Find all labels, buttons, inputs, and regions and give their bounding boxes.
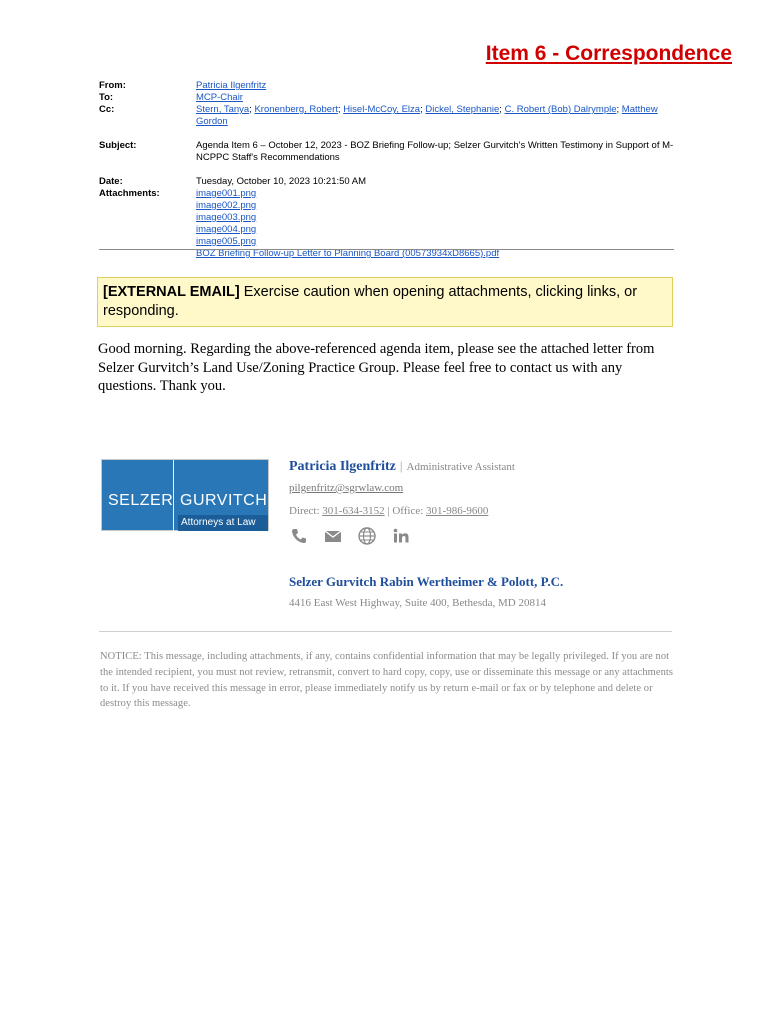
attachment-link[interactable]: image002.png xyxy=(196,200,257,211)
cc-list: Stern, Tanya; Kronenberg, Robert; Hisel-McCoy, Elza; Dickel, Stephanie; C. Robert (Bob) Dalrymple; Matthew Gordon xyxy=(196,104,658,127)
cc-link[interactable]: C. Robert (Bob) Dalrymple xyxy=(504,104,617,115)
linkedin-icon[interactable] xyxy=(391,526,411,546)
cc-row xyxy=(99,104,674,128)
direct-phone-link[interactable]: 301-634-3152 xyxy=(322,505,385,517)
attachment-link[interactable]: BOZ Briefing Follow-up Letter to Planning Board (00573934xD8665).pdf xyxy=(196,248,500,259)
cc-link[interactable]: Kronenberg, Robert xyxy=(254,104,338,115)
signature-phones xyxy=(289,505,488,517)
cc-link[interactable]: Dickel, Stephanie xyxy=(425,104,500,115)
header-divider xyxy=(99,249,674,250)
phone-separator: | xyxy=(387,505,390,517)
signature-name-row xyxy=(289,457,515,475)
cc-link[interactable]: Matthew Gordon xyxy=(196,104,658,127)
globe-icon[interactable] xyxy=(357,526,377,546)
to-label: To: xyxy=(99,92,114,103)
confidentiality-notice: NOTICE: This message, including attachments, if any, contains confidential information that may be legally privileged. If you are not the intended recipient, you must not review, retransmit, convert to hard copy, copy, use or disseminate this message or any attachments to it. If you have received this message in error, please immediately notify us by return e-mail or fax or by telephone and delete or destroy this message. xyxy=(100,651,674,710)
attachment-link[interactable]: image005.png xyxy=(196,236,257,247)
page-title: Item 6 - Correspondence xyxy=(485,42,732,65)
attachment-link[interactable]: image003.png xyxy=(196,212,257,223)
cc-label: Cc: xyxy=(99,104,115,115)
attachment-link[interactable]: image004.png xyxy=(196,224,257,235)
signature-title: Administrative Assistant xyxy=(406,461,515,473)
mail-icon[interactable] xyxy=(323,526,343,546)
subject-row xyxy=(99,140,674,164)
cc-link[interactable]: Hisel-McCoy, Elza xyxy=(343,104,421,115)
date-label: Date: xyxy=(99,176,123,187)
to-link[interactable]: MCP-Chair xyxy=(196,92,243,103)
subject-value: Agenda Item 6 – October 12, 2023 - BOZ Briefing Follow-up; Selzer Gurvitch's Written Testimony in Support of M-NCPPC Staff's Recommendations xyxy=(196,140,674,163)
logo-text-right: GURVITCH xyxy=(180,492,268,509)
phone-icon[interactable] xyxy=(289,526,309,546)
signature-email-link[interactable]: pilgenfritz@sgrwlaw.com xyxy=(289,482,404,494)
date-row xyxy=(99,176,674,188)
banner-tag: [EXTERNAL EMAIL] xyxy=(103,284,240,300)
office-phone-link[interactable]: 301-986-9600 xyxy=(426,505,489,517)
to-row xyxy=(99,92,674,104)
contact-icons xyxy=(289,526,411,546)
logo-divider xyxy=(173,460,174,532)
date-value: Tuesday, October 10, 2023 10:21:50 AM xyxy=(196,176,367,187)
from-row xyxy=(99,80,674,92)
external-email-banner xyxy=(97,277,673,327)
logo-subtitle: Attorneys at Law xyxy=(178,515,268,531)
direct-label: Direct: xyxy=(289,505,320,517)
firm-address: 4416 East West Highway, Suite 400, Bethesda, MD 20814 xyxy=(289,597,546,609)
signature-separator: | xyxy=(399,458,403,473)
logo-text-left: SELZER xyxy=(108,492,174,509)
signature-name: Patricia Ilgenfritz xyxy=(289,459,396,474)
firm-name: Selzer Gurvitch Rabin Wertheimer & Polott, P.C. xyxy=(289,574,564,589)
from-link[interactable]: Patricia Ilgenfritz xyxy=(196,80,267,91)
attachment-link[interactable]: image001.png xyxy=(196,188,257,199)
email-body: Good morning. Regarding the above-referenced agenda item, please see the attached letter from Selzer Gurvitch’s Land Use/Zoning Practice Group. Please feel free to contact us with any questions. Thank you. xyxy=(98,341,655,394)
attachments-label: Attachments: xyxy=(99,188,160,199)
subject-label: Subject: xyxy=(99,140,137,151)
firm-logo xyxy=(101,459,269,531)
banner-text: Exercise caution when opening attachments, clicking links, or responding. xyxy=(103,284,638,319)
from-label: From: xyxy=(99,80,126,91)
notice-divider xyxy=(99,631,672,632)
email-header xyxy=(99,80,674,260)
cc-link[interactable]: Stern, Tanya xyxy=(196,104,250,115)
office-label: Office: xyxy=(392,505,424,517)
